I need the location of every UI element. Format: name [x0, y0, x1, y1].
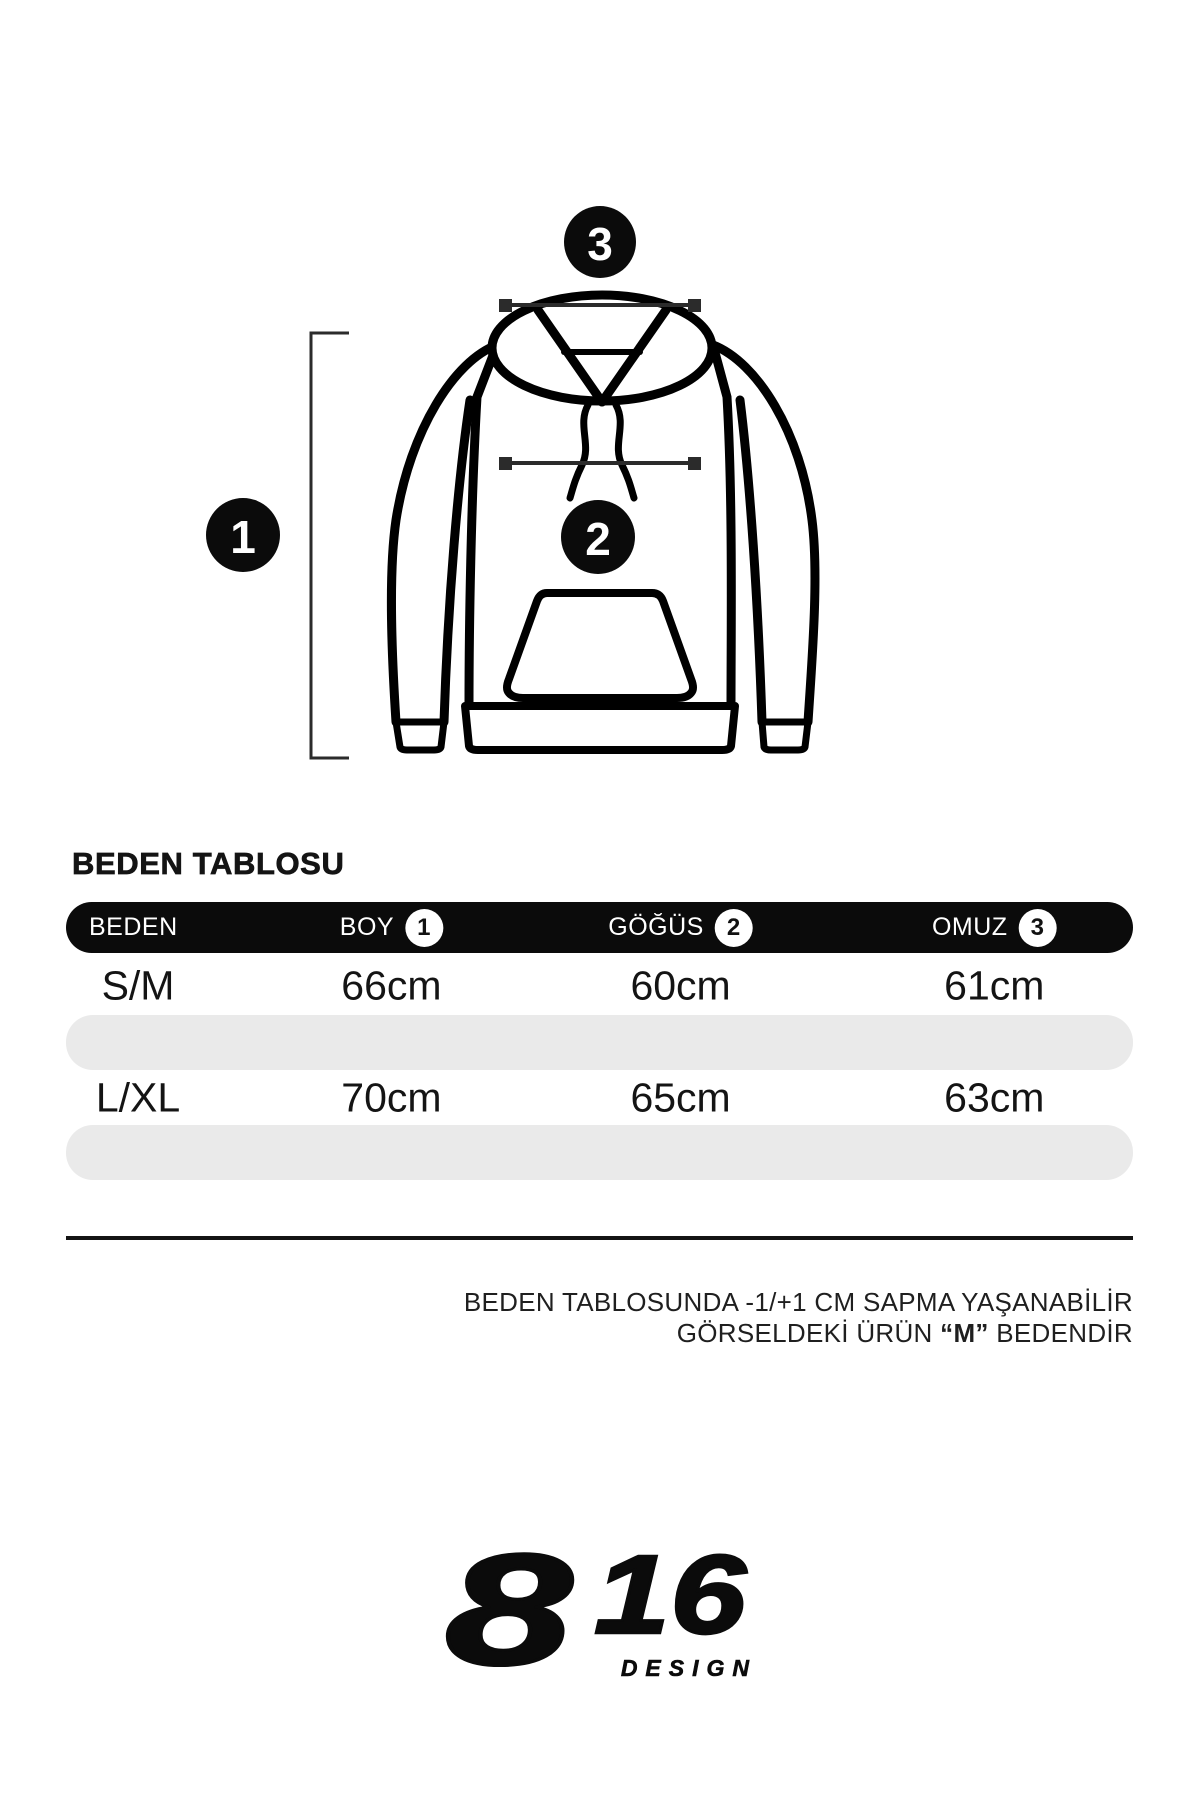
- length-bracket-line: [311, 333, 349, 758]
- cell-gogus: 60cm: [630, 962, 731, 1008]
- badge-3: [564, 206, 636, 278]
- header-col-beden: BEDEN: [89, 913, 178, 941]
- header-col-gogus-label: GÖĞÜS: [608, 913, 704, 941]
- badge-2: [561, 500, 635, 574]
- badge-1: [206, 498, 280, 572]
- badge-1-digit: 1: [230, 511, 256, 563]
- left-drawstring: [570, 405, 588, 498]
- header-col-omuz-label: OMUZ: [931, 913, 1008, 941]
- row-stripe: [66, 1125, 1133, 1180]
- cell-size: L/XL: [95, 1074, 181, 1120]
- header-badge-1: 1: [405, 909, 443, 947]
- shoulder-measure-cap-right: [688, 299, 701, 312]
- chest-measure-cap-left: [499, 457, 512, 470]
- size-note-line2-strong: “M”: [940, 1318, 989, 1348]
- right-cuff: [762, 722, 808, 750]
- size-note-line2-suffix: BEDENDİR: [988, 1318, 1133, 1348]
- chest-measure-cap-right: [688, 457, 701, 470]
- divider-line: [66, 1236, 1133, 1240]
- body-left-edge: [469, 345, 497, 706]
- badge-2-digit: 2: [585, 513, 611, 565]
- header-col-omuz: [932, 902, 1057, 953]
- logo-digits-16: 16: [594, 1532, 746, 1657]
- logo-digit-8: 8: [445, 1522, 573, 1698]
- size-note-line1: BEDEN TABLOSUNDA -1/+1 CM SAPMA YAŞANABİLİR: [463, 1287, 1133, 1317]
- cell-omuz: 61cm: [944, 962, 1045, 1008]
- cell-boy: 66cm: [341, 962, 442, 1008]
- left-cuff: [396, 722, 444, 750]
- shoulder-measure-cap-left: [499, 299, 512, 312]
- cell-omuz: 63cm: [944, 1074, 1045, 1120]
- right-drawstring: [616, 405, 634, 498]
- size-table: [66, 902, 1133, 1182]
- body-right-edge: [713, 345, 731, 706]
- hoodie-drawing: [140, 190, 920, 790]
- brand-logo: [445, 1522, 757, 1698]
- cell-gogus: 65cm: [630, 1074, 731, 1120]
- header-col-boy: [340, 902, 443, 953]
- table-row-sm: [66, 956, 1133, 1015]
- row-stripe: [66, 1015, 1133, 1070]
- cell-boy: 70cm: [341, 1074, 442, 1120]
- header-col-gogus: [608, 902, 753, 953]
- hood: [492, 295, 712, 401]
- header-badge-3: 3: [1019, 909, 1057, 947]
- kangaroo-pocket: [507, 593, 693, 698]
- size-note: [464, 1287, 1133, 1349]
- size-note-line2: [464, 1318, 1133, 1349]
- hoodie-measurement-diagram: [140, 190, 920, 790]
- header-col-boy-label: BOY: [339, 913, 395, 941]
- size-table-header: [66, 902, 1133, 953]
- size-table-title: BEDEN TABLOSU: [72, 846, 345, 881]
- waistband: [465, 706, 735, 750]
- logo-word-design: DESIGN: [620, 1655, 757, 1681]
- header-badge-2: 2: [715, 909, 753, 947]
- cell-size: S/M: [101, 962, 175, 1008]
- size-note-line2-prefix: GÖRSELDEKİ ÜRÜN: [676, 1318, 941, 1348]
- badge-3-digit: 3: [587, 218, 613, 270]
- table-row-lxl: [66, 1070, 1133, 1125]
